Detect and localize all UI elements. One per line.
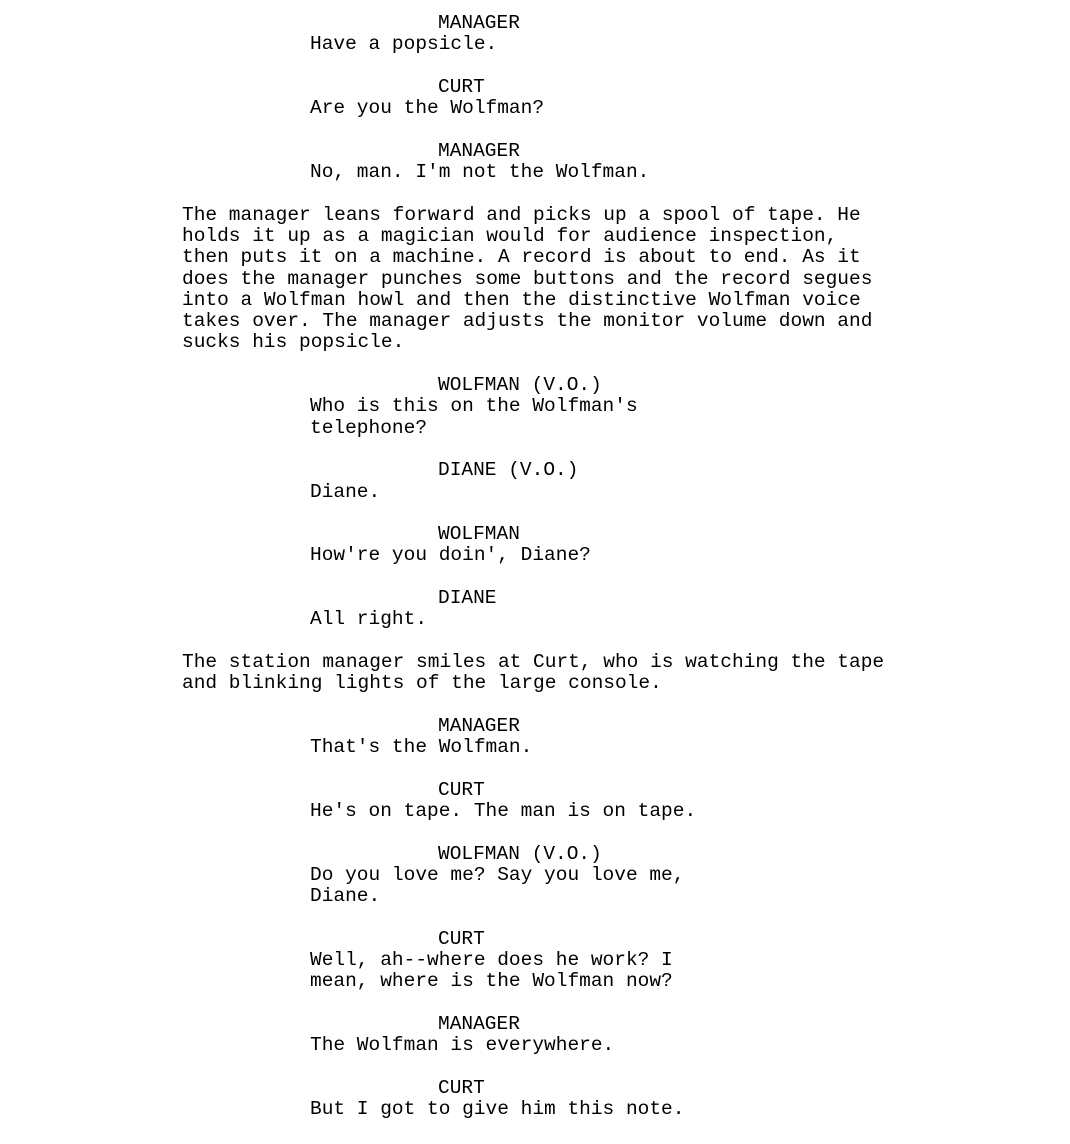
- dialogue-block: [0, 844, 1070, 908]
- block-spacer: [0, 439, 1070, 460]
- dialogue-block: [0, 13, 1070, 56]
- dialogue-block: [0, 716, 1070, 759]
- dialogue-text: [310, 737, 750, 758]
- dialogue-block: [0, 77, 1070, 120]
- character-cue: CURT: [438, 927, 485, 950]
- block-spacer: [0, 567, 1070, 588]
- character-cue: CURT: [438, 75, 485, 98]
- block-spacer: [0, 993, 1070, 1014]
- dialogue-line: Do you love me? Say you love me,: [310, 863, 685, 886]
- screenplay-page: [0, 13, 1070, 1120]
- dialogue-line: The Wolfman is everywhere.: [310, 1034, 615, 1057]
- dialogue-line: Are you the Wolfman?: [310, 97, 545, 120]
- dialogue-text: [310, 162, 750, 183]
- dialogue-block: [0, 929, 1070, 993]
- character-cue: DIANE (V.O.): [438, 459, 579, 482]
- block-spacer: [0, 183, 1070, 204]
- dialogue-line: No, man. I'm not the Wolfman.: [310, 161, 650, 184]
- block-spacer: [0, 354, 1070, 375]
- character-cue: CURT: [438, 778, 485, 801]
- dialogue-line: That's the Wolfman.: [310, 736, 533, 759]
- dialogue-text: [310, 801, 750, 822]
- action-paragraph: [182, 205, 982, 354]
- action-line: and blinking lights of the large console.: [182, 672, 662, 695]
- action-line: takes over. The manager adjusts the monitor volume down and: [182, 310, 873, 333]
- dialogue-text: [310, 482, 750, 503]
- dialogue-block: [0, 524, 1070, 567]
- dialogue-line: He's on tape. The man is on tape.: [310, 799, 697, 822]
- dialogue-text: [310, 1035, 750, 1056]
- character-cue: DIANE: [438, 587, 497, 610]
- action-paragraph: [182, 652, 982, 695]
- dialogue-line: How're you doin', Diane?: [310, 544, 591, 567]
- character-cue: CURT: [438, 1076, 485, 1099]
- dialogue-line: All right.: [310, 608, 428, 631]
- dialogue-line: Well, ah--where does he work? I: [310, 949, 673, 972]
- dialogue-text: [310, 950, 750, 993]
- character-cue: MANAGER: [438, 12, 520, 34]
- action-line: into a Wolfman howl and then the distinctive Wolfman voice: [182, 288, 861, 311]
- dialogue-line: telephone?: [310, 416, 428, 439]
- dialogue-line: But I got to give him this note.: [310, 1098, 685, 1121]
- block-spacer: [0, 822, 1070, 843]
- block-spacer: [0, 907, 1070, 928]
- block-spacer: [0, 56, 1070, 77]
- dialogue-block: [0, 588, 1070, 631]
- action-line: does the manager punches some buttons and the record segues: [182, 267, 873, 290]
- dialogue-text: [310, 865, 750, 908]
- block-spacer: [0, 119, 1070, 140]
- dialogue-line: Who is this on the Wolfman's: [310, 395, 638, 418]
- dialogue-block: [0, 375, 1070, 439]
- dialogue-block: [0, 780, 1070, 823]
- dialogue-text: [310, 1099, 750, 1120]
- character-cue: MANAGER: [438, 1012, 520, 1035]
- action-line: sucks his popsicle.: [182, 331, 405, 354]
- block-spacer: [0, 695, 1070, 716]
- action-line: The station manager smiles at Curt, who is watching the tape: [182, 650, 885, 673]
- dialogue-block: [0, 460, 1070, 503]
- dialogue-text: [310, 545, 750, 566]
- action-line: then puts it on a machine. A record is about to end. As it: [182, 246, 861, 269]
- dialogue-text: [310, 609, 750, 630]
- character-cue: MANAGER: [438, 714, 520, 737]
- dialogue-line: mean, where is the Wolfman now?: [310, 970, 673, 993]
- character-cue: WOLFMAN (V.O.): [438, 374, 602, 397]
- dialogue-text: [310, 396, 750, 439]
- character-cue: MANAGER: [438, 139, 520, 162]
- dialogue-line: Diane.: [310, 885, 381, 908]
- action-line: holds it up as a magician would for audience inspection,: [182, 224, 838, 247]
- dialogue-block: [0, 1014, 1070, 1057]
- action-line: The manager leans forward and picks up a spool of tape. He: [182, 203, 861, 226]
- dialogue-text: [310, 34, 750, 55]
- character-cue: WOLFMAN (V.O.): [438, 842, 602, 865]
- character-cue: WOLFMAN: [438, 523, 520, 546]
- block-spacer: [0, 758, 1070, 779]
- block-spacer: [0, 1057, 1070, 1078]
- block-spacer: [0, 503, 1070, 524]
- dialogue-block: [0, 1078, 1070, 1121]
- block-spacer: [0, 631, 1070, 652]
- dialogue-line: Diane.: [310, 480, 381, 503]
- dialogue-text: [310, 98, 750, 119]
- dialogue-line: Have a popsicle.: [310, 33, 498, 56]
- dialogue-block: [0, 141, 1070, 184]
